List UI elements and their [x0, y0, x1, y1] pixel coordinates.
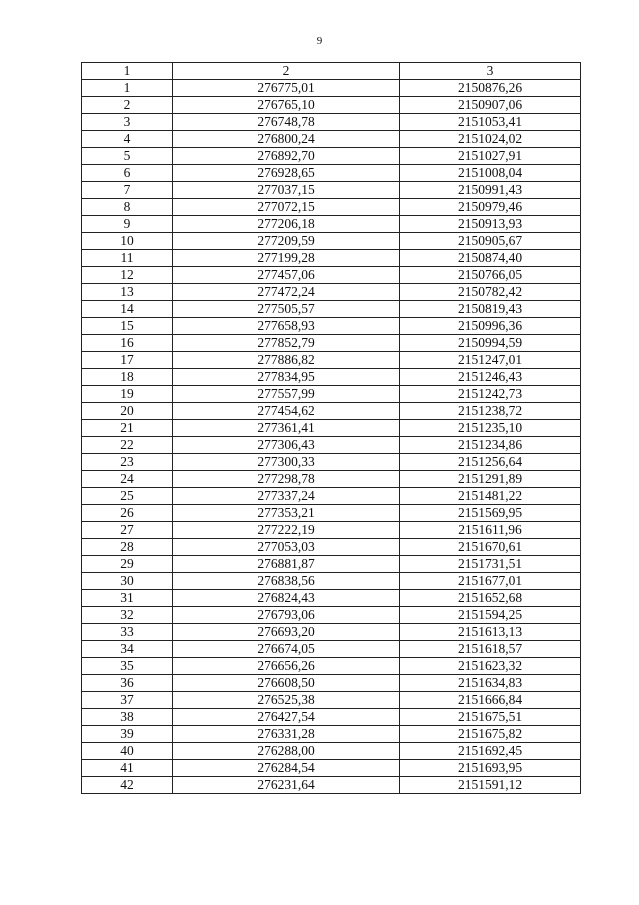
cell-point-number: 2	[82, 97, 173, 114]
cell-point-number: 3	[82, 114, 173, 131]
cell-x-coordinate: 276608,50	[173, 675, 400, 692]
table-row	[82, 148, 581, 165]
cell-x-coordinate: 276525,38	[173, 692, 400, 709]
cell-point-number: 18	[82, 369, 173, 386]
cell-x-coordinate: 276284,54	[173, 760, 400, 777]
table-row	[82, 284, 581, 301]
cell-y-coordinate: 2151693,95	[400, 760, 581, 777]
cell-point-number: 12	[82, 267, 173, 284]
table-row	[82, 556, 581, 573]
cell-x-coordinate: 277658,93	[173, 318, 400, 335]
cell-point-number: 17	[82, 352, 173, 369]
cell-y-coordinate: 2151024,02	[400, 131, 581, 148]
table-row	[82, 80, 581, 97]
cell-y-coordinate: 2150907,06	[400, 97, 581, 114]
cell-x-coordinate: 276775,01	[173, 80, 400, 97]
cell-point-number: 29	[82, 556, 173, 573]
cell-point-number: 6	[82, 165, 173, 182]
cell-point-number: 4	[82, 131, 173, 148]
cell-y-coordinate: 2151291,89	[400, 471, 581, 488]
cell-x-coordinate: 277353,21	[173, 505, 400, 522]
cell-x-coordinate: 276231,64	[173, 777, 400, 794]
cell-x-coordinate: 277457,06	[173, 267, 400, 284]
cell-x-coordinate: 277037,15	[173, 182, 400, 199]
cell-point-number: 25	[82, 488, 173, 505]
table-row	[82, 624, 581, 641]
cell-point-number: 1	[82, 80, 173, 97]
cell-x-coordinate: 277298,78	[173, 471, 400, 488]
table-row	[82, 199, 581, 216]
cell-x-coordinate: 276748,78	[173, 114, 400, 131]
table-row	[82, 250, 581, 267]
cell-y-coordinate: 2151731,51	[400, 556, 581, 573]
cell-y-coordinate: 2151675,51	[400, 709, 581, 726]
cell-x-coordinate: 276892,70	[173, 148, 400, 165]
cell-y-coordinate: 2151234,86	[400, 437, 581, 454]
cell-point-number: 38	[82, 709, 173, 726]
cell-x-coordinate: 277209,59	[173, 233, 400, 250]
cell-y-coordinate: 2150766,05	[400, 267, 581, 284]
cell-y-coordinate: 2151008,04	[400, 165, 581, 182]
cell-point-number: 10	[82, 233, 173, 250]
table-row	[82, 216, 581, 233]
table-row	[82, 318, 581, 335]
cell-point-number: 30	[82, 573, 173, 590]
cell-y-coordinate: 2151591,12	[400, 777, 581, 794]
table-row	[82, 641, 581, 658]
cell-point-number: 42	[82, 777, 173, 794]
table-row	[82, 760, 581, 777]
cell-x-coordinate: 276765,10	[173, 97, 400, 114]
cell-y-coordinate: 2150905,67	[400, 233, 581, 250]
table-row	[82, 454, 581, 471]
cell-x-coordinate: 277454,62	[173, 403, 400, 420]
table-row	[82, 131, 581, 148]
cell-y-coordinate: 2151675,82	[400, 726, 581, 743]
cell-point-number: 14	[82, 301, 173, 318]
cell-y-coordinate: 2151256,64	[400, 454, 581, 471]
cell-point-number: 36	[82, 675, 173, 692]
cell-point-number: 26	[82, 505, 173, 522]
cell-x-coordinate: 276427,54	[173, 709, 400, 726]
cell-x-coordinate: 276693,20	[173, 624, 400, 641]
table-row	[82, 658, 581, 675]
cell-y-coordinate: 2150876,26	[400, 80, 581, 97]
cell-x-coordinate: 276674,05	[173, 641, 400, 658]
cell-y-coordinate: 2151652,68	[400, 590, 581, 607]
table-row	[82, 726, 581, 743]
cell-x-coordinate: 277834,95	[173, 369, 400, 386]
cell-x-coordinate: 277337,24	[173, 488, 400, 505]
table-row	[82, 743, 581, 760]
cell-x-coordinate: 276800,24	[173, 131, 400, 148]
cell-point-number: 11	[82, 250, 173, 267]
table-row	[82, 386, 581, 403]
cell-x-coordinate: 277053,03	[173, 539, 400, 556]
cell-point-number: 23	[82, 454, 173, 471]
table-row	[82, 471, 581, 488]
table-row	[82, 437, 581, 454]
table-row	[82, 267, 581, 284]
cell-point-number: 19	[82, 386, 173, 403]
table-row	[82, 301, 581, 318]
cell-x-coordinate: 277472,24	[173, 284, 400, 301]
cell-x-coordinate: 277199,28	[173, 250, 400, 267]
table-row	[82, 335, 581, 352]
table-row	[82, 182, 581, 199]
cell-y-coordinate: 2150994,59	[400, 335, 581, 352]
table-row	[82, 97, 581, 114]
cell-y-coordinate: 2150996,36	[400, 318, 581, 335]
cell-y-coordinate: 2151027,91	[400, 148, 581, 165]
cell-x-coordinate: 277557,99	[173, 386, 400, 403]
cell-point-number: 28	[82, 539, 173, 556]
cell-x-coordinate: 277886,82	[173, 352, 400, 369]
cell-x-coordinate: 276331,28	[173, 726, 400, 743]
cell-point-number: 34	[82, 641, 173, 658]
cell-y-coordinate: 2151247,01	[400, 352, 581, 369]
table-row	[82, 165, 581, 182]
cell-point-number: 33	[82, 624, 173, 641]
cell-y-coordinate: 2151235,10	[400, 420, 581, 437]
table-row	[82, 539, 581, 556]
page-number: 9	[316, 35, 323, 47]
cell-point-number: 21	[82, 420, 173, 437]
table-row	[82, 369, 581, 386]
table-header	[82, 63, 581, 80]
cell-y-coordinate: 2151613,13	[400, 624, 581, 641]
cell-x-coordinate: 277306,43	[173, 437, 400, 454]
cell-y-coordinate: 2151238,72	[400, 403, 581, 420]
table-row	[82, 607, 581, 624]
header-row	[82, 63, 581, 80]
cell-y-coordinate: 2150782,42	[400, 284, 581, 301]
cell-x-coordinate: 277072,15	[173, 199, 400, 216]
table-row	[82, 403, 581, 420]
header-cell-point-number: 1	[82, 63, 173, 80]
cell-point-number: 31	[82, 590, 173, 607]
cell-point-number: 40	[82, 743, 173, 760]
cell-x-coordinate: 277852,79	[173, 335, 400, 352]
cell-x-coordinate: 277206,18	[173, 216, 400, 233]
cell-y-coordinate: 2150874,40	[400, 250, 581, 267]
cell-x-coordinate: 276824,43	[173, 590, 400, 607]
cell-y-coordinate: 2151692,45	[400, 743, 581, 760]
cell-point-number: 9	[82, 216, 173, 233]
cell-y-coordinate: 2151623,32	[400, 658, 581, 675]
cell-x-coordinate: 276881,87	[173, 556, 400, 573]
table-row	[82, 692, 581, 709]
cell-x-coordinate: 276656,26	[173, 658, 400, 675]
table-body	[82, 80, 581, 794]
cell-y-coordinate: 2151677,01	[400, 573, 581, 590]
cell-x-coordinate: 277222,19	[173, 522, 400, 539]
cell-x-coordinate: 276838,56	[173, 573, 400, 590]
cell-point-number: 16	[82, 335, 173, 352]
cell-x-coordinate: 277361,41	[173, 420, 400, 437]
cell-y-coordinate: 2151666,84	[400, 692, 581, 709]
cell-y-coordinate: 2150979,46	[400, 199, 581, 216]
cell-point-number: 35	[82, 658, 173, 675]
table-row	[82, 709, 581, 726]
cell-point-number: 37	[82, 692, 173, 709]
cell-point-number: 7	[82, 182, 173, 199]
cell-point-number: 5	[82, 148, 173, 165]
header-cell-y: 3	[400, 63, 581, 80]
table-row	[82, 352, 581, 369]
table-row	[82, 488, 581, 505]
cell-y-coordinate: 2150819,43	[400, 301, 581, 318]
cell-y-coordinate: 2150913,93	[400, 216, 581, 233]
cell-point-number: 13	[82, 284, 173, 301]
cell-point-number: 24	[82, 471, 173, 488]
cell-point-number: 8	[82, 199, 173, 216]
table-row	[82, 233, 581, 250]
cell-x-coordinate: 277505,57	[173, 301, 400, 318]
cell-y-coordinate: 2151618,57	[400, 641, 581, 658]
cell-point-number: 41	[82, 760, 173, 777]
table-row	[82, 505, 581, 522]
cell-y-coordinate: 2150991,43	[400, 182, 581, 199]
cell-point-number: 39	[82, 726, 173, 743]
table-row	[82, 590, 581, 607]
cell-y-coordinate: 2151242,73	[400, 386, 581, 403]
header-cell-x: 2	[173, 63, 400, 80]
coordinates-table	[81, 62, 581, 794]
cell-x-coordinate: 277300,33	[173, 454, 400, 471]
cell-point-number: 22	[82, 437, 173, 454]
cell-y-coordinate: 2151246,43	[400, 369, 581, 386]
cell-point-number: 15	[82, 318, 173, 335]
table-row	[82, 573, 581, 590]
cell-point-number: 32	[82, 607, 173, 624]
cell-y-coordinate: 2151594,25	[400, 607, 581, 624]
table-row	[82, 522, 581, 539]
cell-x-coordinate: 276793,06	[173, 607, 400, 624]
cell-y-coordinate: 2151670,61	[400, 539, 581, 556]
table-row	[82, 777, 581, 794]
table-row	[82, 114, 581, 131]
cell-x-coordinate: 276928,65	[173, 165, 400, 182]
cell-y-coordinate: 2151634,83	[400, 675, 581, 692]
table-row	[82, 675, 581, 692]
cell-y-coordinate: 2151481,22	[400, 488, 581, 505]
cell-point-number: 27	[82, 522, 173, 539]
cell-point-number: 20	[82, 403, 173, 420]
cell-x-coordinate: 276288,00	[173, 743, 400, 760]
table-row	[82, 420, 581, 437]
cell-y-coordinate: 2151053,41	[400, 114, 581, 131]
cell-y-coordinate: 2151611,96	[400, 522, 581, 539]
cell-y-coordinate: 2151569,95	[400, 505, 581, 522]
